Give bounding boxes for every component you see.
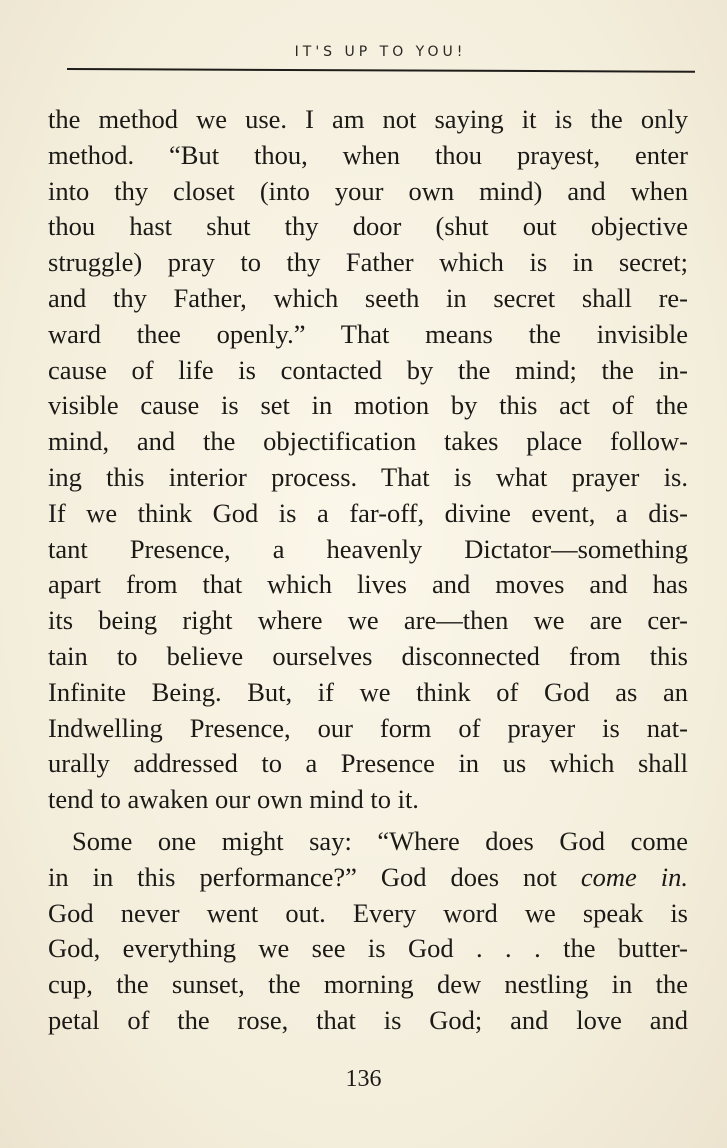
text-line: and thy Father, which seeth in secret shall re- [48, 282, 688, 313]
text-line: Some one might say: “Where does God come [72, 825, 688, 856]
text-line: method. “But thou, when thou prayest, enter [48, 139, 688, 170]
text-line: its being right where we are—then we are cer- [48, 605, 688, 636]
running-head: IT'S UP TO YOU! [294, 44, 467, 60]
text-line: the method we use. I am not saying it is the only [48, 104, 688, 134]
text-line: struggle) pray to thy Father which is in secret; [48, 247, 688, 278]
text-line: ward thee openly.” That means the invisible [48, 318, 688, 349]
text-line: mind, and the objectification takes place follow- [48, 426, 688, 457]
text-line: ing this interior process. That is what prayer is. [48, 461, 688, 492]
text-line-with-italic [48, 860, 688, 896]
page-number: 136 [345, 1066, 382, 1092]
text-line: thou hast shut thy door (shut out objective [48, 211, 688, 242]
body-text [48, 102, 688, 1039]
text-line: visible cause is set in motion by this act of the [48, 390, 688, 421]
text-line: If we think God is a far-off, divine event, a dis- [48, 497, 688, 528]
text-line: Infinite Being. But, if we think of God as an [48, 676, 688, 707]
text-line: Indwelling Presence, our form of prayer is nat- [48, 712, 688, 743]
text-line: God never went out. Every word we speak is [48, 897, 688, 928]
text-line: apart from that which lives and moves and has [48, 569, 688, 600]
text-line: into thy closet (into your own mind) and when [48, 175, 688, 206]
text-line: tend to awaken our own mind to it. [48, 784, 419, 815]
italic-phrase: come in. [580, 861, 689, 892]
text-line: urally addressed to a Presence in us which shall [48, 748, 688, 779]
text-line: cause of life is contacted by the mind; the in- [48, 354, 688, 385]
text-line: tain to believe ourselves disconnected from this [48, 640, 688, 671]
text-line: cup, the sunset, the morning dew nestling in the [48, 969, 688, 1000]
header-rule [67, 68, 695, 73]
text-line: petal of the rose, that is God; and love and [48, 1004, 688, 1035]
text-line: tant Presence, a heavenly Dictator—something [48, 533, 688, 564]
text-line: God, everything we see is God . . . the butter- [48, 933, 688, 964]
text-line-roman-part: in in this performance?” God does not [48, 861, 557, 892]
